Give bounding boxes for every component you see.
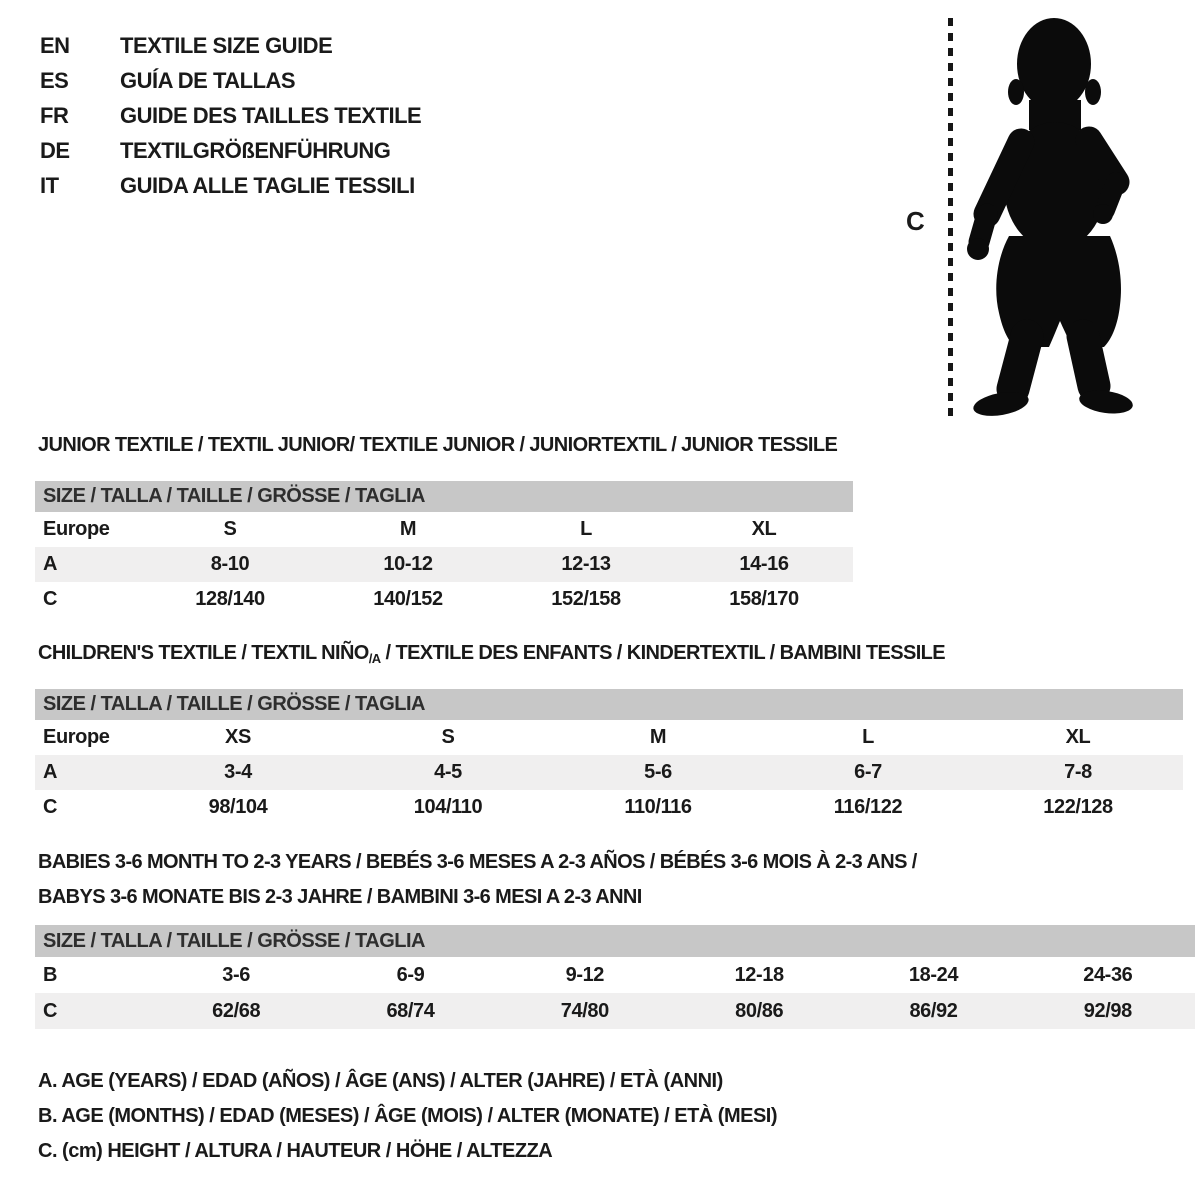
height-cell: 98/104 [208,796,268,818]
table-row-height [35,993,1195,1029]
legend [38,1064,777,1169]
children-size-table [35,689,1183,825]
size-cell: M [649,726,667,748]
language-title: GUIDE DES TAILLES TEXTILE [120,103,422,128]
table-row-height [35,582,853,617]
height-cell: 110/116 [624,796,692,818]
table-row-age-months [35,957,1195,993]
months-cell: 24-36 [1083,964,1133,986]
legend-line-a: A. AGE (YEARS) / EDAD (AÑOS) / ÂGE (ANS) / ALTER (JAHRE) / ETÀ (ANNI) [38,1070,723,1092]
height-cell: 122/128 [1043,796,1113,818]
row-label: A [43,761,58,783]
age-cell: 3-4 [224,761,252,783]
size-table-header: SIZE / TALLA / TAILLE / GRÖSSE / TAGLIA [35,689,1183,720]
height-cell: 86/92 [909,1000,958,1022]
age-cell: 8-10 [210,553,250,575]
age-cell: 7-8 [1064,761,1092,783]
language-title: TEXTILGRÖßENFÜHRUNG [120,138,391,163]
size-table-header: SIZE / TALLA / TAILLE / GRÖSSE / TAGLIA [35,481,853,512]
height-cell: 140/152 [373,588,443,610]
toddler-silhouette-icon [963,14,1145,416]
row-label: Europe [43,518,110,540]
size-cell: S [223,518,237,540]
language-title: GUÍA DE TALLAS [120,68,296,93]
legend-line-c: C. (cm) HEIGHT / ALTURA / HAUTEUR / HÖHE / ALTEZZA [38,1140,553,1162]
language-code: ES [40,68,69,93]
children-section-title [38,642,945,665]
age-cell: 10-12 [383,553,433,575]
months-cell: 6-9 [396,964,425,986]
size-cell: M [399,518,417,540]
height-figure [0,0,1200,430]
height-cell: 128/140 [195,588,265,610]
row-label: C [43,1000,58,1022]
height-cell: 80/86 [735,1000,784,1022]
months-cell: 18-24 [908,964,959,986]
size-cell: XL [1065,726,1091,748]
size-cell: XL [751,518,777,540]
size-cell: L [580,518,592,540]
babies-section-title-line1: BABIES 3-6 MONTH TO 2-3 YEARS / BEBÉS 3-6 MESES A 2-3 AÑOS / BÉBÉS 3-6 MOIS À 2-3 ANS / [38,851,917,873]
table-row-height [35,790,1183,825]
children-title-subscript: /A [368,651,381,666]
table-row-europe [35,720,1183,755]
language-title: GUIDA ALLE TAGLIE TESSILI [120,173,415,198]
height-cell: 74/80 [560,1000,609,1022]
size-cell: XS [225,726,251,748]
height-cell: 92/98 [1083,1000,1132,1022]
months-cell: 9-12 [565,964,605,986]
junior-size-table [35,481,853,617]
height-cell: 68/74 [386,1000,435,1022]
babies-size-table [35,925,1195,1029]
size-table-header: SIZE / TALLA / TAILLE / GRÖSSE / TAGLIA [35,925,1195,957]
junior-section-title: JUNIOR TEXTILE / TEXTIL JUNIOR/ TEXTILE JUNIOR / JUNIORTEXTIL / JUNIOR TESSILE [38,434,838,456]
language-code: EN [40,33,70,58]
height-cell: 104/110 [413,796,483,818]
row-label: C [43,588,58,610]
table-row-age [35,547,853,582]
months-cell: 3-6 [222,964,251,986]
age-cell: 6-7 [854,761,882,783]
months-cell: 12-18 [734,964,784,986]
row-label: A [43,553,58,575]
row-label: C [43,796,58,818]
height-measure-label: C [906,206,925,236]
age-cell: 12-13 [561,553,611,575]
height-cell: 152/158 [551,588,621,610]
language-code: FR [40,103,69,128]
row-label: Europe [43,726,110,748]
children-title-pre: CHILDREN'S TEXTILE / TEXTIL NIÑO [38,642,369,664]
height-measure-line [948,18,953,416]
language-title: TEXTILE SIZE GUIDE [120,33,333,58]
size-cell: S [441,726,455,748]
size-cell: L [862,726,874,748]
language-code: DE [40,138,70,163]
height-cell: 62/68 [212,1000,261,1022]
table-row-age [35,755,1183,790]
age-cell: 14-16 [739,553,789,575]
height-cell: 116/122 [833,796,903,818]
language-code: IT [40,173,59,198]
legend-line-b: B. AGE (MONTHS) / EDAD (MESES) / ÂGE (MOIS) / ALTER (MONATE) / ETÀ (MESI) [38,1105,778,1127]
age-cell: 4-5 [434,761,462,783]
age-cell: 5-6 [644,761,672,783]
height-cell: 158/170 [729,588,799,610]
table-row-europe [35,512,853,547]
children-title-post: / TEXTILE DES ENFANTS / KINDERTEXTIL / BAMBINI TESSILE [380,642,946,664]
babies-section-title-line2: BABYS 3-6 MONATE BIS 2-3 JAHRE / BAMBINI 3-6 MESI A 2-3 ANNI [38,886,642,908]
row-label: B [43,964,58,986]
